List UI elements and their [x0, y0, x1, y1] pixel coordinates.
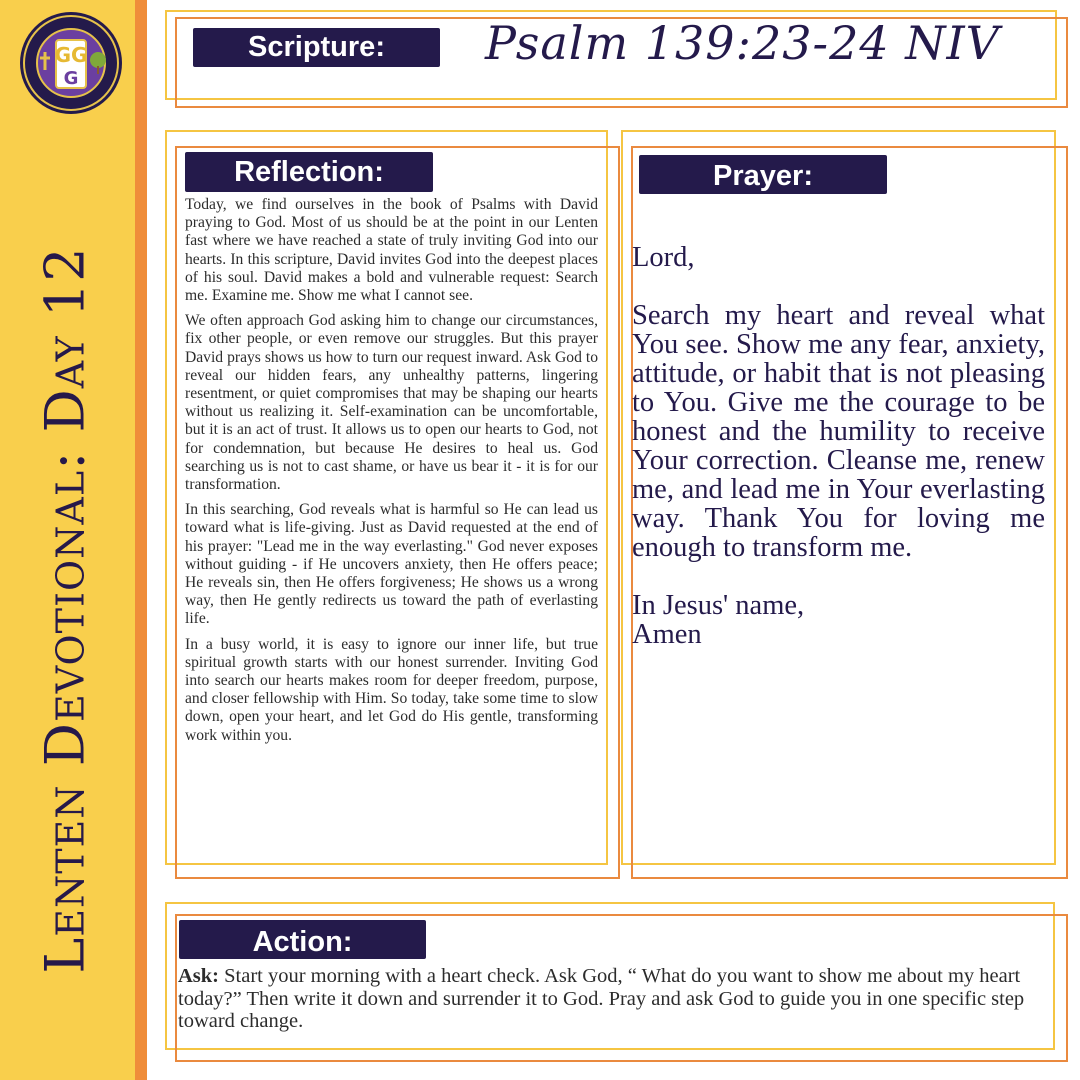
prayer-greeting: Lord, [632, 242, 695, 273]
reflection-paragraph: In a busy world, it is easy to ignore our inner life, but true spiritual growth starts with our honest surrender. Inviting God into search our hearts makes room for deeper freedom, purpose, and closer fellowship with Him. So today, take some time to slow down, open your heart, and let God do His gentle, transforming work within you. [185, 635, 598, 744]
prayer-text [632, 243, 1045, 649]
reflection-paragraph: Today, we find ourselves in the book of Psalms with David praying to God. Most of us should be at the point in our Lenten fast where we have reached a state of truly inviting God into our hearts. In this scripture, David invites God into the deepest places of his soul. David makes a bold and vulnerable request: Search me. Examine me. Show me what I cannot see. [185, 196, 598, 305]
action-lead: Ask: [178, 965, 220, 987]
sidebar-title: Lenten Devotional: Day 12 [33, 246, 97, 974]
prayer-closing-2: Amen [632, 619, 702, 650]
reflection-paragraph: In this searching, God reveals what is harmful so He can lead us toward what is life-giving. Just as David requested at the end of his prayer: "Lead me in the way everlasting." God never exposes without guiding - if He uncovers anxiety, then He offers peace; He reveals sin, then He offers forgiveness; He shows us a wrong way, then He gently redirects us toward the path of everlasting life. [185, 501, 598, 628]
church-logo [18, 10, 124, 116]
reflection-text [185, 196, 598, 752]
action-body: Start your morning with a heart check. Ask God, “ What do you want to show me about my heart today?” Then write it down and surrender it to God. Pray and ask God to guide you in one specific step toward change. [178, 965, 1025, 1032]
sidebar-edge [135, 0, 147, 1080]
prayer-label: Prayer: [639, 155, 887, 194]
reflection-label: Reflection: [185, 152, 433, 192]
scripture-label: Scripture: [193, 28, 440, 67]
reflection-paragraph: We often approach God asking him to change our circumstances, fix other people, or even remove our struggles. But this prayer David prays shows us how to turn our request inward. Ask God to reveal our hidden fears, any unhealthy patterns, lingering resentment, or quiet compromises that may be shaping our hearts without us realizing it. Self-examination can be uncomfortable, but it is an act of trust. It allows us to open our hearts to God, not for condemnation, but because He desires to heal us. God searching us is not to cast shame, or have us bear it - it is for our transformation. [185, 312, 598, 494]
prayer-body: Search my heart and reveal what You see. Show me any fear, anxiety, attitude, or habit that is not pleasing to You. Give me the courage to be honest and the humility to receive Your correction. Cleanse me, renew me, and lead me in Your everlasting way. Thank You for loving me enough to transform me. [632, 300, 1045, 563]
scripture-reference: Psalm 139:23-24 NIV [485, 16, 1000, 70]
logo-letters: GG [54, 43, 88, 67]
action-text [178, 965, 1058, 1033]
action-label: Action: [179, 920, 426, 959]
svg-text:G: G [63, 68, 79, 89]
prayer-closing-1: In Jesus' name, [632, 590, 805, 621]
